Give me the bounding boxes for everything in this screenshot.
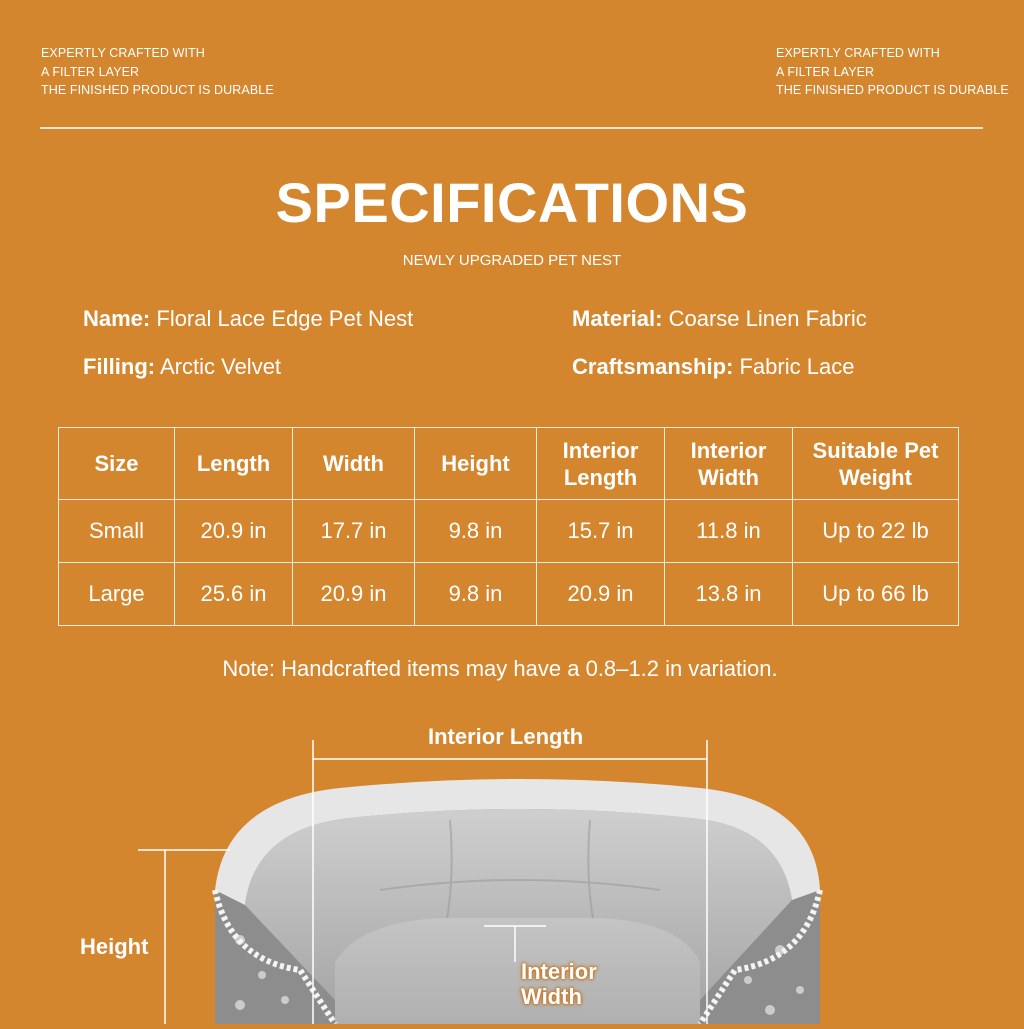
spec-name-value: Floral Lace Edge Pet Nest	[156, 306, 414, 331]
spec-craft-label: Craftsmanship:	[572, 354, 734, 379]
table-cell: Up to 22 lb	[793, 500, 959, 563]
page-subtitle: NEWLY UPGRADED PET NEST	[402, 252, 622, 269]
table-header-row	[59, 428, 959, 500]
table-header-cell: Suitable Pet Weight	[793, 428, 959, 500]
spec-name	[83, 306, 413, 332]
table-header-cell: Width	[293, 428, 415, 500]
table-cell: 17.7 in	[293, 500, 415, 563]
header-left-line-1: EXPERTLY CRAFTED WITH	[41, 46, 205, 60]
header-divider	[40, 127, 983, 129]
table-header-cell: Length	[175, 428, 293, 500]
pet-nest-diagram	[0, 700, 1024, 1024]
variation-note: Note: Handcrafted items may have a 0.8–1.2 in variation.	[222, 656, 778, 681]
spec-material	[572, 306, 867, 332]
table-header-cell: Size	[59, 428, 175, 500]
header-right-text	[776, 44, 1009, 100]
header-right-line-2: A FILTER LAYER	[776, 64, 875, 79]
table-header-cell: Interior Width	[665, 428, 793, 500]
spec-material-value: Coarse Linen Fabric	[668, 306, 867, 331]
header-left-text	[41, 44, 274, 100]
table-cell: 9.8 in	[415, 500, 537, 563]
table-cell: Up to 66 lb	[793, 563, 959, 626]
spec-material-label: Material:	[572, 306, 663, 331]
table-cell: Large	[59, 563, 175, 626]
interior-width-label-line-2: Width	[521, 984, 582, 1009]
table-row	[59, 563, 959, 626]
header-left-line-2: A FILTER LAYER	[41, 64, 140, 79]
header-left-line-3: THE FINISHED PRODUCT IS DURABLE	[41, 83, 274, 97]
table-header-cell: Height	[415, 428, 537, 500]
table-cell: 11.8 in	[665, 500, 793, 563]
table-cell: 15.7 in	[537, 500, 665, 563]
table-cell: Small	[59, 500, 175, 563]
nest-cushion	[335, 918, 700, 1024]
table-header-cell: Interior Length	[537, 428, 665, 500]
table-row	[59, 500, 959, 563]
spec-craftsmanship	[572, 354, 854, 380]
table-cell: 25.6 in	[175, 563, 293, 626]
spec-filling	[83, 354, 281, 380]
interior-length-label: Interior Length	[428, 724, 584, 749]
table-cell: 13.8 in	[665, 563, 793, 626]
interior-width-label-line-1: Interior	[521, 959, 597, 984]
header-right-line-3: THE FINISHED PRODUCT IS DURABLE	[776, 83, 1009, 97]
table-cell: 9.8 in	[415, 563, 537, 626]
page-title: SPECIFICATIONS	[275, 171, 749, 234]
header-right-line-1: EXPERTLY CRAFTED WITH	[776, 46, 940, 60]
height-label: Height	[80, 934, 149, 959]
table-cell: 20.9 in	[537, 563, 665, 626]
interior-width-label	[521, 959, 597, 1009]
table-cell: 20.9 in	[175, 500, 293, 563]
spec-filling-value: Arctic Velvet	[160, 354, 282, 379]
spec-filling-label: Filling:	[83, 354, 156, 379]
size-table	[58, 427, 959, 626]
spec-craft-value: Fabric Lace	[739, 354, 855, 379]
spec-name-label: Name:	[83, 306, 151, 331]
table-cell: 20.9 in	[293, 563, 415, 626]
